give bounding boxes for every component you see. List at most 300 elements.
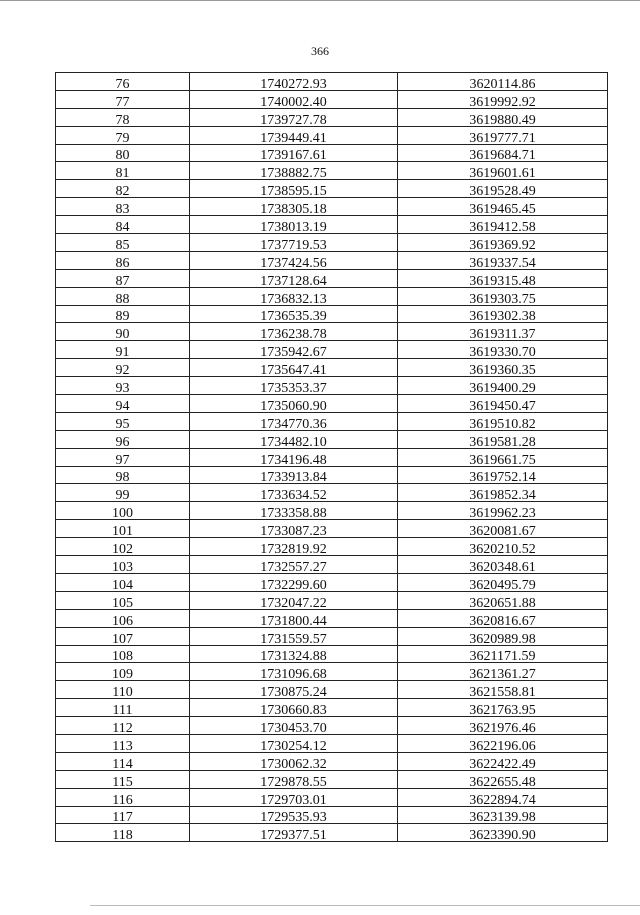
point-number-text: 77 xyxy=(115,94,130,110)
table-row xyxy=(56,198,608,216)
x-coordinate-cell xyxy=(190,234,398,252)
x-coordinate-cell xyxy=(190,412,398,430)
y-coordinate-text: 3620816.67 xyxy=(469,613,536,629)
table-row xyxy=(56,359,608,377)
point-number-cell xyxy=(56,412,190,430)
point-number-cell xyxy=(56,788,190,806)
y-coordinate-text: 3619303.75 xyxy=(469,291,536,307)
point-number-cell xyxy=(56,770,190,788)
y-coordinate-cell xyxy=(398,305,608,323)
x-coordinate-text: 1733087.23 xyxy=(260,524,327,540)
table-row xyxy=(56,108,608,126)
point-number-text: 118 xyxy=(112,828,133,844)
page-bottom-edge xyxy=(90,905,640,906)
point-number-cell xyxy=(56,645,190,663)
y-coordinate-text: 3619412.58 xyxy=(469,220,536,236)
table-row xyxy=(56,538,608,556)
point-number-text: 93 xyxy=(115,381,130,397)
x-coordinate-cell xyxy=(190,73,398,91)
y-coordinate-text: 3619369.92 xyxy=(469,237,536,253)
x-coordinate-text: 1729703.01 xyxy=(260,792,327,808)
page-number: 366 xyxy=(311,44,329,58)
table-row xyxy=(56,520,608,538)
y-coordinate-text: 3622196.06 xyxy=(469,738,536,754)
x-coordinate-text: 1740272.93 xyxy=(260,76,327,92)
coordinates-table xyxy=(55,72,608,842)
x-coordinate-text: 1733634.52 xyxy=(260,488,327,504)
x-coordinate-text: 1733358.88 xyxy=(260,506,327,522)
table-row xyxy=(56,412,608,430)
x-coordinate-text: 1729535.93 xyxy=(260,810,327,826)
table-row xyxy=(56,287,608,305)
point-number-text: 88 xyxy=(115,291,130,307)
y-coordinate-cell xyxy=(398,663,608,681)
x-coordinate-text: 1736238.78 xyxy=(260,327,327,343)
y-coordinate-cell xyxy=(398,627,608,645)
point-number-cell xyxy=(56,251,190,269)
point-number-text: 94 xyxy=(115,398,130,414)
point-number-text: 86 xyxy=(115,255,130,271)
y-coordinate-cell xyxy=(398,126,608,144)
point-number-cell xyxy=(56,681,190,699)
x-coordinate-text: 1736832.13 xyxy=(260,291,327,307)
y-coordinate-cell xyxy=(398,752,608,770)
x-coordinate-text: 1738305.18 xyxy=(260,202,327,218)
point-number-text: 96 xyxy=(115,434,130,450)
table-row xyxy=(56,448,608,466)
y-coordinate-text: 3619510.82 xyxy=(469,416,536,432)
y-coordinate-cell xyxy=(398,430,608,448)
y-coordinate-cell xyxy=(398,108,608,126)
y-coordinate-text: 3619752.14 xyxy=(469,470,536,486)
x-coordinate-cell xyxy=(190,645,398,663)
y-coordinate-text: 3620348.61 xyxy=(469,559,536,575)
table-row xyxy=(56,73,608,91)
y-coordinate-text: 3620989.98 xyxy=(469,631,536,647)
y-coordinate-cell xyxy=(398,216,608,234)
x-coordinate-cell xyxy=(190,180,398,198)
point-number-cell xyxy=(56,734,190,752)
y-coordinate-text: 3619601.61 xyxy=(469,166,536,182)
point-number-text: 112 xyxy=(112,720,133,736)
y-coordinate-text: 3620114.86 xyxy=(469,76,536,92)
x-coordinate-cell xyxy=(190,484,398,502)
x-coordinate-cell xyxy=(190,395,398,413)
x-coordinate-text: 1732557.27 xyxy=(260,559,327,575)
x-coordinate-text: 1737128.64 xyxy=(260,273,327,289)
y-coordinate-cell xyxy=(398,359,608,377)
x-coordinate-cell xyxy=(190,108,398,126)
x-coordinate-text: 1730875.24 xyxy=(260,685,327,701)
x-coordinate-cell xyxy=(190,251,398,269)
y-coordinate-cell xyxy=(398,824,608,842)
x-coordinate-cell xyxy=(190,287,398,305)
y-coordinate-text: 3621171.59 xyxy=(469,649,536,665)
table-row xyxy=(56,430,608,448)
x-coordinate-cell xyxy=(190,377,398,395)
y-coordinate-cell xyxy=(398,287,608,305)
y-coordinate-cell xyxy=(398,395,608,413)
point-number-cell xyxy=(56,806,190,824)
table-row xyxy=(56,395,608,413)
y-coordinate-text: 3619360.35 xyxy=(469,363,536,379)
point-number-text: 83 xyxy=(115,202,130,218)
x-coordinate-cell xyxy=(190,556,398,574)
table-row xyxy=(56,717,608,735)
x-coordinate-cell xyxy=(190,216,398,234)
y-coordinate-text: 3619684.71 xyxy=(469,148,536,164)
y-coordinate-cell xyxy=(398,770,608,788)
x-coordinate-cell xyxy=(190,144,398,162)
y-coordinate-text: 3619302.38 xyxy=(469,309,536,325)
table-row xyxy=(56,573,608,591)
point-number-cell xyxy=(56,377,190,395)
x-coordinate-text: 1735353.37 xyxy=(260,381,327,397)
x-coordinate-cell xyxy=(190,609,398,627)
y-coordinate-cell xyxy=(398,699,608,717)
table-row xyxy=(56,681,608,699)
point-number-cell xyxy=(56,538,190,556)
point-number-cell xyxy=(56,305,190,323)
point-number-text: 108 xyxy=(112,649,133,665)
table-row xyxy=(56,251,608,269)
y-coordinate-text: 3622655.48 xyxy=(469,774,536,790)
y-coordinate-cell xyxy=(398,251,608,269)
x-coordinate-text: 1737424.56 xyxy=(260,255,327,271)
table-row xyxy=(56,377,608,395)
x-coordinate-cell xyxy=(190,591,398,609)
y-coordinate-text: 3619337.54 xyxy=(469,255,536,271)
y-coordinate-text: 3619450.47 xyxy=(469,398,536,414)
table-row xyxy=(56,663,608,681)
y-coordinate-cell xyxy=(398,538,608,556)
x-coordinate-cell xyxy=(190,538,398,556)
point-number-cell xyxy=(56,591,190,609)
point-number-text: 79 xyxy=(115,130,130,146)
y-coordinate-text: 3621976.46 xyxy=(469,720,536,736)
point-number-text: 98 xyxy=(115,470,130,486)
y-coordinate-text: 3619962.23 xyxy=(469,506,536,522)
table-row xyxy=(56,627,608,645)
y-coordinate-text: 3620651.88 xyxy=(469,595,536,611)
y-coordinate-text: 3619528.49 xyxy=(469,184,536,200)
x-coordinate-text: 1734196.48 xyxy=(260,452,327,468)
point-number-cell xyxy=(56,198,190,216)
point-number-cell xyxy=(56,287,190,305)
point-number-text: 91 xyxy=(115,345,130,361)
x-coordinate-text: 1738013.19 xyxy=(260,220,327,236)
table-row xyxy=(56,770,608,788)
x-coordinate-text: 1735647.41 xyxy=(260,363,327,379)
y-coordinate-text: 3619777.71 xyxy=(469,130,536,146)
point-number-text: 81 xyxy=(115,166,130,182)
point-number-text: 97 xyxy=(115,452,130,468)
y-coordinate-cell xyxy=(398,520,608,538)
point-number-cell xyxy=(56,448,190,466)
table-row xyxy=(56,609,608,627)
x-coordinate-text: 1731559.57 xyxy=(260,631,327,647)
x-coordinate-cell xyxy=(190,520,398,538)
point-number-text: 115 xyxy=(112,774,133,790)
y-coordinate-text: 3619661.75 xyxy=(469,452,536,468)
y-coordinate-text: 3620210.52 xyxy=(469,542,536,558)
x-coordinate-cell xyxy=(190,752,398,770)
x-coordinate-text: 1730254.12 xyxy=(260,738,327,754)
x-coordinate-text: 1739449.41 xyxy=(260,130,327,146)
x-coordinate-cell xyxy=(190,269,398,287)
y-coordinate-cell xyxy=(398,323,608,341)
x-coordinate-text: 1732299.60 xyxy=(260,577,327,593)
x-coordinate-text: 1733913.84 xyxy=(260,470,327,486)
x-coordinate-cell xyxy=(190,502,398,520)
x-coordinate-cell xyxy=(190,430,398,448)
y-coordinate-cell xyxy=(398,269,608,287)
point-number-text: 99 xyxy=(115,488,130,504)
x-coordinate-cell xyxy=(190,734,398,752)
y-coordinate-cell xyxy=(398,734,608,752)
table-row xyxy=(56,806,608,824)
point-number-text: 110 xyxy=(112,685,133,701)
point-number-cell xyxy=(56,359,190,377)
point-number-text: 89 xyxy=(115,309,130,325)
point-number-text: 95 xyxy=(115,416,130,432)
y-coordinate-cell xyxy=(398,573,608,591)
x-coordinate-text: 1729377.51 xyxy=(260,828,327,844)
y-coordinate-text: 3621361.27 xyxy=(469,667,536,683)
y-coordinate-cell xyxy=(398,90,608,108)
point-number-text: 107 xyxy=(112,631,133,647)
x-coordinate-text: 1729878.55 xyxy=(260,774,327,790)
x-coordinate-cell xyxy=(190,770,398,788)
x-coordinate-text: 1737719.53 xyxy=(260,237,327,253)
x-coordinate-text: 1739167.61 xyxy=(260,148,327,164)
x-coordinate-text: 1732047.22 xyxy=(260,595,327,611)
y-coordinate-cell xyxy=(398,806,608,824)
y-coordinate-cell xyxy=(398,377,608,395)
y-coordinate-cell xyxy=(398,609,608,627)
point-number-cell xyxy=(56,108,190,126)
y-coordinate-text: 3620495.79 xyxy=(469,577,536,593)
table-row xyxy=(56,144,608,162)
y-coordinate-text: 3619992.92 xyxy=(469,94,536,110)
y-coordinate-cell xyxy=(398,412,608,430)
point-number-cell xyxy=(56,556,190,574)
table-row xyxy=(56,180,608,198)
table-row xyxy=(56,734,608,752)
y-coordinate-text: 3623139.98 xyxy=(469,810,536,826)
point-number-text: 84 xyxy=(115,220,130,236)
table-row xyxy=(56,269,608,287)
y-coordinate-text: 3619581.28 xyxy=(469,434,536,450)
x-coordinate-text: 1738595.15 xyxy=(260,184,327,200)
point-number-cell xyxy=(56,162,190,180)
table-row xyxy=(56,162,608,180)
x-coordinate-text: 1738882.75 xyxy=(260,166,327,182)
y-coordinate-cell xyxy=(398,645,608,663)
point-number-cell xyxy=(56,395,190,413)
y-coordinate-cell xyxy=(398,162,608,180)
y-coordinate-cell xyxy=(398,180,608,198)
y-coordinate-cell xyxy=(398,448,608,466)
x-coordinate-cell xyxy=(190,788,398,806)
x-coordinate-cell xyxy=(190,448,398,466)
point-number-text: 116 xyxy=(112,792,133,808)
point-number-text: 78 xyxy=(115,112,130,128)
x-coordinate-text: 1731800.44 xyxy=(260,613,327,629)
point-number-cell xyxy=(56,663,190,681)
y-coordinate-text: 3619400.29 xyxy=(469,381,536,397)
point-number-text: 117 xyxy=(112,810,133,826)
x-coordinate-text: 1734770.36 xyxy=(260,416,327,432)
y-coordinate-text: 3619311.37 xyxy=(469,327,536,343)
point-number-text: 85 xyxy=(115,237,130,253)
y-coordinate-text: 3619880.49 xyxy=(469,112,536,128)
y-coordinate-cell xyxy=(398,234,608,252)
table-row xyxy=(56,788,608,806)
x-coordinate-cell xyxy=(190,198,398,216)
x-coordinate-text: 1736535.39 xyxy=(260,309,327,325)
point-number-text: 101 xyxy=(112,524,133,540)
x-coordinate-text: 1730062.32 xyxy=(260,756,327,772)
point-number-text: 87 xyxy=(115,273,130,289)
x-coordinate-cell xyxy=(190,573,398,591)
table-row xyxy=(56,699,608,717)
x-coordinate-cell xyxy=(190,699,398,717)
point-number-cell xyxy=(56,573,190,591)
point-number-cell xyxy=(56,502,190,520)
point-number-cell xyxy=(56,144,190,162)
table-row xyxy=(56,824,608,842)
y-coordinate-cell xyxy=(398,484,608,502)
point-number-cell xyxy=(56,699,190,717)
table-row xyxy=(56,341,608,359)
table-row xyxy=(56,90,608,108)
y-coordinate-cell xyxy=(398,144,608,162)
point-number-cell xyxy=(56,180,190,198)
point-number-cell xyxy=(56,609,190,627)
x-coordinate-cell xyxy=(190,90,398,108)
point-number-text: 80 xyxy=(115,148,130,164)
point-number-cell xyxy=(56,341,190,359)
x-coordinate-cell xyxy=(190,663,398,681)
y-coordinate-cell xyxy=(398,466,608,484)
point-number-text: 111 xyxy=(112,703,133,719)
point-number-text: 104 xyxy=(112,577,133,593)
y-coordinate-cell xyxy=(398,591,608,609)
x-coordinate-cell xyxy=(190,162,398,180)
x-coordinate-cell xyxy=(190,305,398,323)
y-coordinate-text: 3619315.48 xyxy=(469,273,536,289)
y-coordinate-text: 3619465.45 xyxy=(469,202,536,218)
point-number-text: 113 xyxy=(112,738,133,754)
y-coordinate-cell xyxy=(398,717,608,735)
y-coordinate-cell xyxy=(398,681,608,699)
y-coordinate-cell xyxy=(398,788,608,806)
x-coordinate-text: 1731096.68 xyxy=(260,667,327,683)
table-row xyxy=(56,502,608,520)
x-coordinate-cell xyxy=(190,824,398,842)
table-row xyxy=(56,484,608,502)
point-number-cell xyxy=(56,323,190,341)
x-coordinate-cell xyxy=(190,359,398,377)
point-number-cell xyxy=(56,234,190,252)
x-coordinate-cell xyxy=(190,466,398,484)
page-top-edge xyxy=(0,0,640,1)
y-coordinate-text: 3623390.90 xyxy=(469,828,536,844)
point-number-text: 90 xyxy=(115,327,130,343)
point-number-cell xyxy=(56,520,190,538)
table-row xyxy=(56,645,608,663)
coordinates-table-body xyxy=(56,73,608,842)
table-row xyxy=(56,305,608,323)
y-coordinate-cell xyxy=(398,198,608,216)
point-number-cell xyxy=(56,824,190,842)
y-coordinate-text: 3621763.95 xyxy=(469,703,536,719)
point-number-cell xyxy=(56,430,190,448)
point-number-text: 76 xyxy=(115,76,130,92)
x-coordinate-text: 1740002.40 xyxy=(260,94,327,110)
table-row xyxy=(56,556,608,574)
point-number-cell xyxy=(56,484,190,502)
point-number-cell xyxy=(56,627,190,645)
table-row xyxy=(56,216,608,234)
point-number-cell xyxy=(56,126,190,144)
table-row xyxy=(56,126,608,144)
point-number-cell xyxy=(56,73,190,91)
point-number-cell xyxy=(56,466,190,484)
y-coordinate-cell xyxy=(398,73,608,91)
table-row xyxy=(56,234,608,252)
point-number-cell xyxy=(56,269,190,287)
x-coordinate-cell xyxy=(190,341,398,359)
x-coordinate-cell xyxy=(190,717,398,735)
table-row xyxy=(56,323,608,341)
table-row xyxy=(56,466,608,484)
x-coordinate-text: 1735060.90 xyxy=(260,398,327,414)
x-coordinate-cell xyxy=(190,681,398,699)
x-coordinate-text: 1739727.78 xyxy=(260,112,327,128)
point-number-text: 82 xyxy=(115,184,130,200)
table-row xyxy=(56,752,608,770)
point-number-text: 106 xyxy=(112,613,133,629)
point-number-cell xyxy=(56,717,190,735)
y-coordinate-cell xyxy=(398,502,608,520)
x-coordinate-text: 1735942.67 xyxy=(260,345,327,361)
x-coordinate-text: 1732819.92 xyxy=(260,542,327,558)
point-number-cell xyxy=(56,752,190,770)
y-coordinate-cell xyxy=(398,341,608,359)
x-coordinate-text: 1730660.83 xyxy=(260,703,327,719)
point-number-text: 92 xyxy=(115,363,130,379)
point-number-text: 100 xyxy=(112,506,133,522)
x-coordinate-cell xyxy=(190,323,398,341)
x-coordinate-cell xyxy=(190,126,398,144)
x-coordinate-text: 1734482.10 xyxy=(260,434,327,450)
y-coordinate-cell xyxy=(398,556,608,574)
y-coordinate-text: 3621558.81 xyxy=(469,685,536,701)
point-number-text: 102 xyxy=(112,542,133,558)
y-coordinate-text: 3619852.34 xyxy=(469,488,536,504)
y-coordinate-text: 3620081.67 xyxy=(469,524,536,540)
x-coordinate-text: 1730453.70 xyxy=(260,720,327,736)
point-number-cell xyxy=(56,216,190,234)
point-number-cell xyxy=(56,90,190,108)
x-coordinate-cell xyxy=(190,806,398,824)
x-coordinate-cell xyxy=(190,627,398,645)
x-coordinate-text: 1731324.88 xyxy=(260,649,327,665)
y-coordinate-text: 3619330.70 xyxy=(469,345,536,361)
point-number-text: 105 xyxy=(112,595,133,611)
